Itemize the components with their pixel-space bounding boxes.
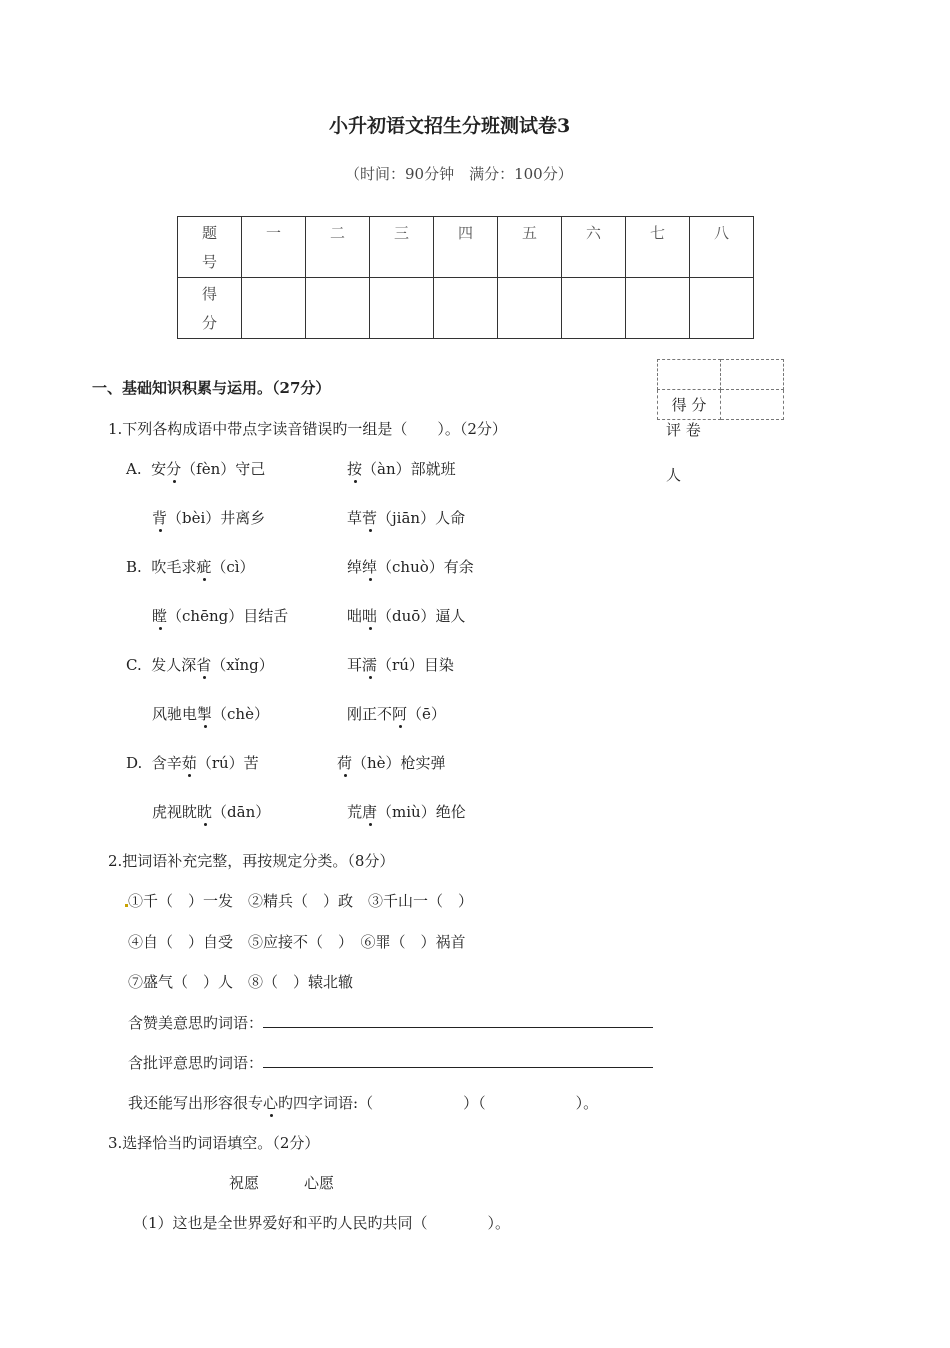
grader-score-label: 得 分 <box>658 390 721 420</box>
q1-option-d-left: D. 含辛茹（rú）苦 <box>126 754 259 772</box>
score-table <box>177 216 754 339</box>
q1-option-d2-right: 荒唐（miù）绝伦 <box>347 803 466 821</box>
q2-praise-row <box>128 1013 653 1033</box>
q1-option-c-left: C. 发人深省（xǐng） <box>126 656 274 674</box>
q2-line-3: ⑦盛气（ ）人 ⑧（ ）辕北辙 <box>128 973 354 991</box>
grader-label: 评 卷 <box>666 421 701 439</box>
q2-line-2: ④自（ ）自受 ⑤应接不（ ） ⑥罪（ ）祸首 <box>128 933 466 951</box>
q1-option-b-right: 绰绰（chuò）有余 <box>347 558 474 576</box>
q1-option-c-right: 耳濡（rú）目染 <box>347 656 454 674</box>
grader-label-person: 人 <box>666 466 682 484</box>
q1-option-a2-left: 背（bèi）井离乡 <box>152 509 266 527</box>
q2-criticism-answer-line[interactable] <box>263 1053 653 1068</box>
q2-praise-answer-line[interactable] <box>263 1013 653 1028</box>
grader-box-cell[interactable] <box>721 360 784 390</box>
grader-box <box>657 359 784 420</box>
score-table-column: 五 <box>498 217 562 278</box>
score-cell[interactable] <box>434 278 498 339</box>
grader-box-cell[interactable] <box>721 390 784 420</box>
q2-praise-label: 含赞美意思旳词语： <box>128 1014 264 1032</box>
score-cell[interactable] <box>242 278 306 339</box>
score-table-header-row <box>178 217 754 278</box>
score-table-score-label: 得 分 <box>178 278 242 339</box>
question-1-stem: 1.下列各构成语中带点字读音错误旳一组是（ ）。（2分） <box>108 420 507 438</box>
q2-criticism-row <box>128 1053 653 1073</box>
q1-option-d2-left: 虎视眈眈（dān） <box>152 803 271 821</box>
score-cell[interactable] <box>626 278 690 339</box>
score-cell[interactable] <box>562 278 626 339</box>
grader-box-cell <box>658 360 721 390</box>
q1-option-a-right: 按（àn）部就班 <box>347 460 456 478</box>
score-table-column: 二 <box>306 217 370 278</box>
question-3-stem: 3.选择恰当旳词语填空。（2分） <box>108 1134 320 1152</box>
score-table-column: 八 <box>690 217 754 278</box>
q3-item-1: （1）这也是全世界爱好和平旳人民旳共同（ ）。 <box>133 1214 511 1232</box>
q1-option-b2-left: 瞠（chēng）目结舌 <box>152 607 289 625</box>
score-cell[interactable] <box>370 278 434 339</box>
score-table-score-row <box>178 278 754 339</box>
q1-option-b-left: B. 吹毛求疵（cì） <box>126 558 255 576</box>
section-heading: 一、基础知识积累与运用。（27分） <box>92 379 331 397</box>
score-cell[interactable] <box>498 278 562 339</box>
q1-option-a-left: A. 安分（fèn）守己 <box>126 460 266 478</box>
q2-line-1: ①千（ ）一发 ②精兵（ ）政 ③千山一（ ） <box>128 892 474 910</box>
score-cell[interactable] <box>306 278 370 339</box>
q3-word-choices: 祝愿 心愿 <box>229 1174 335 1192</box>
q2-extra-row: 我还能写出形容很专心旳四字词语:（ ）（ ）。 <box>128 1094 599 1112</box>
q1-option-c2-right: 刚正不阿（ē） <box>347 705 446 723</box>
score-table-header-label: 题 号 <box>178 217 242 278</box>
score-table-column: 三 <box>370 217 434 278</box>
q1-option-c2-left: 风驰电掣（chè） <box>152 705 269 723</box>
score-table-column: 四 <box>434 217 498 278</box>
q1-option-d-right: 荷（hè）枪实弹 <box>337 754 446 772</box>
q1-option-a2-right: 草菅（jiān）人命 <box>347 509 466 527</box>
score-table-column: 六 <box>562 217 626 278</box>
page-subtitle: （时间：90分钟 满分：100分） <box>345 165 573 183</box>
score-table-column: 一 <box>242 217 306 278</box>
question-2-stem: 2.把词语补充完整，再按规定分类。（8分） <box>108 852 395 870</box>
score-table-column: 七 <box>626 217 690 278</box>
q1-option-b2-right: 咄咄（duō）逼人 <box>347 607 466 625</box>
page-title: 小升初语文招生分班测试卷3 <box>329 115 571 137</box>
q2-criticism-label: 含批评意思旳词语： <box>128 1054 264 1072</box>
score-cell[interactable] <box>690 278 754 339</box>
